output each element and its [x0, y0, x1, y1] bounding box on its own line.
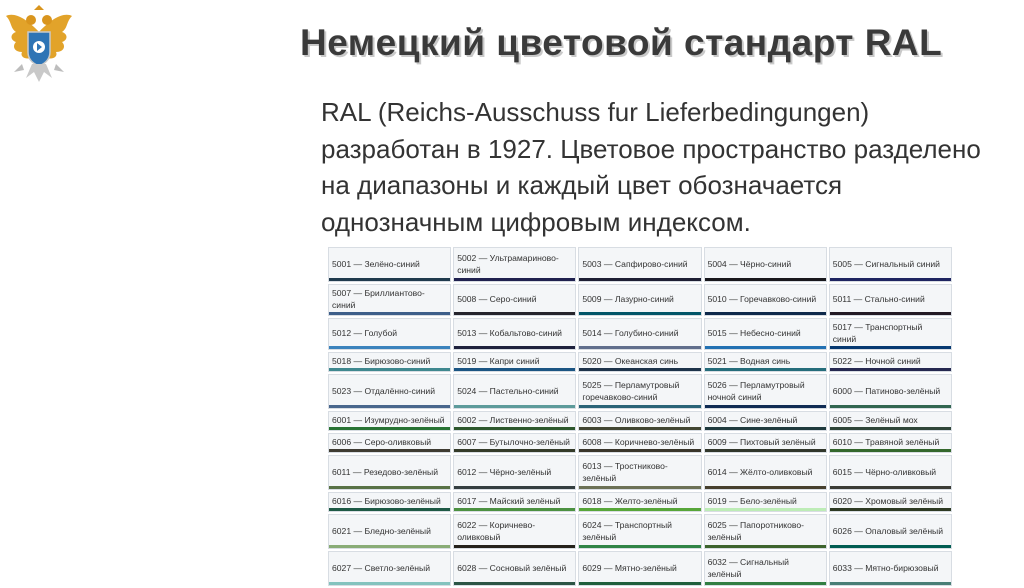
ral-color-label — [833, 321, 948, 349]
color-swatch-strip — [454, 312, 575, 315]
table-row — [328, 284, 952, 316]
ral-color-name: — Папоротниково-зелёный — [707, 519, 805, 542]
ral-code: 5011 — [832, 294, 852, 304]
slide-title: Немецкий цветовой стандарт RAL — [300, 22, 943, 63]
table-row — [328, 455, 952, 490]
ral-color-cell — [453, 318, 576, 350]
ral-color-name: — Сигнальный синий — [851, 258, 940, 269]
ral-color-name: — Лиственно-зелёный — [476, 415, 569, 425]
ral-color-cell — [578, 247, 701, 282]
color-swatch-strip — [705, 312, 826, 315]
ral-code: 5010 — [707, 294, 727, 304]
ral-color-cell — [829, 374, 952, 409]
ral-color-cell — [453, 411, 576, 431]
ral-code: 6032 — [707, 556, 727, 567]
ral-code: 5004 — [707, 258, 727, 269]
ral-color-label — [332, 287, 447, 315]
color-swatch-strip — [454, 427, 575, 430]
ral-color-cell — [704, 318, 827, 350]
ral-color-cell — [704, 352, 827, 372]
color-swatch-strip — [329, 508, 450, 511]
ral-color-label — [582, 258, 697, 274]
ral-color-name: — Водная синь — [726, 356, 791, 366]
ral-code: 6010 — [832, 437, 852, 447]
ral-code: 6014 — [707, 466, 727, 477]
color-swatch-strip — [705, 278, 826, 281]
ral-color-label — [833, 385, 948, 401]
ral-color-name: — Патиново-зелёный — [851, 385, 941, 396]
ral-code: 5020 — [582, 356, 602, 366]
color-swatch-strip — [454, 278, 575, 281]
ral-color-label — [457, 252, 572, 280]
ral-color-name: — Светло-зелёный — [351, 562, 431, 573]
ral-code: 5012 — [332, 328, 352, 338]
ral-color-name: — Перламутровый горечавково-синий — [582, 379, 680, 402]
color-swatch-strip — [329, 278, 450, 281]
ral-color-label — [708, 327, 823, 343]
ral-color-name: — Перламутровый ночной синий — [707, 379, 805, 402]
ral-color-name: — Капри синий — [476, 356, 540, 366]
ral-color-cell — [328, 411, 451, 431]
ral-color-label — [582, 293, 697, 309]
ral-color-label — [582, 519, 697, 547]
ral-color-name: — Коричнево-зелёный — [601, 437, 695, 447]
color-swatch-strip — [830, 405, 951, 408]
ral-color-label — [708, 466, 823, 482]
color-swatch-strip — [329, 449, 450, 452]
ral-color-name: — Небесно-синий — [726, 328, 801, 338]
color-swatch-strip — [329, 545, 450, 548]
ral-color-cell — [704, 514, 827, 549]
ral-color-name: — Бирюзово-синий — [351, 356, 431, 366]
ral-color-cell — [829, 455, 952, 490]
ral-color-name: — Пастельно-синий — [476, 385, 559, 396]
ral-color-cell — [578, 433, 701, 453]
ral-color-cell — [704, 247, 827, 282]
ral-color-cell — [328, 284, 451, 316]
ral-code: 5013 — [457, 328, 477, 338]
color-swatch-strip — [579, 427, 700, 430]
ral-color-name: — Отдалённо-синий — [351, 385, 435, 396]
ral-code: 5022 — [832, 356, 852, 366]
ral-color-cell — [704, 433, 827, 453]
ral-color-name: — Серо-оливковый — [351, 437, 432, 447]
ral-color-name: — Коричнево-оливковый — [457, 519, 536, 542]
table-row — [328, 551, 952, 586]
ral-color-cell — [578, 374, 701, 409]
ral-color-cell — [578, 492, 701, 512]
ral-code: 6009 — [707, 437, 727, 447]
ral-color-cell — [704, 551, 827, 586]
ral-color-cell — [328, 492, 451, 512]
ral-color-cell — [704, 411, 827, 431]
ral-color-cell — [453, 551, 576, 586]
ral-color-label — [457, 293, 572, 309]
ral-code: 6015 — [832, 466, 852, 477]
ral-color-cell — [704, 455, 827, 490]
color-swatch-strip — [454, 368, 575, 371]
ral-code: 5019 — [457, 356, 477, 366]
ral-color-cell — [453, 514, 576, 549]
ral-color-cell — [578, 514, 701, 549]
ral-color-name: — Чёрно-оливковый — [851, 466, 937, 477]
ral-color-cell — [328, 352, 451, 372]
color-swatch-strip — [705, 582, 826, 585]
ral-color-cell — [829, 433, 952, 453]
ral-color-name: — Транспортный синий — [832, 322, 923, 344]
color-swatch-strip — [454, 346, 575, 349]
color-swatch-strip — [830, 368, 951, 371]
ral-code: 6004 — [707, 415, 727, 425]
ral-code: 5023 — [332, 385, 352, 396]
ral-code: 6003 — [582, 415, 602, 425]
ral-color-cell — [704, 284, 827, 316]
ral-code: 5025 — [582, 379, 602, 390]
color-swatch-strip — [454, 486, 575, 489]
ral-code: 6016 — [332, 496, 352, 506]
color-swatch-strip — [579, 582, 700, 585]
ral-color-label — [708, 258, 823, 274]
color-swatch-strip — [579, 449, 700, 452]
ral-code: 6017 — [457, 496, 477, 506]
ral-color-cell — [829, 514, 952, 549]
ral-code: 5026 — [707, 379, 727, 390]
color-swatch-strip — [579, 508, 700, 511]
color-swatch-strip — [579, 346, 700, 349]
ral-color-name: — Тростниково-зелёный — [582, 460, 668, 483]
ral-color-label — [582, 460, 697, 488]
ral-code: 5005 — [832, 258, 852, 269]
color-swatch-strip — [705, 368, 826, 371]
ral-color-label — [332, 385, 447, 401]
ral-color-cell — [328, 551, 451, 586]
color-swatch-strip — [830, 449, 951, 452]
ral-color-label — [708, 556, 823, 584]
ral-code: 6012 — [457, 466, 477, 477]
ral-color-name: — Бриллиантово-синий — [332, 288, 425, 310]
color-swatch-strip — [830, 427, 951, 430]
ral-color-cell — [578, 284, 701, 316]
ral-code: 5018 — [332, 356, 352, 366]
ral-color-name: — Транспортный зелёный — [582, 519, 672, 542]
ral-code: 6026 — [832, 525, 852, 536]
ral-color-cell — [704, 492, 827, 512]
ral-color-name: — Бело-зелёный — [726, 496, 797, 506]
table-row — [328, 352, 952, 372]
color-swatch-strip — [830, 312, 951, 315]
ral-color-cell — [829, 551, 952, 586]
ral-color-label — [457, 385, 572, 401]
color-swatch-strip — [329, 368, 450, 371]
ral-color-label — [833, 293, 948, 309]
ral-color-name: — Майский зелёный — [476, 496, 561, 506]
ral-color-cell — [704, 374, 827, 409]
color-swatch-strip — [329, 405, 450, 408]
ral-color-cell — [328, 514, 451, 549]
color-swatch-strip — [579, 486, 700, 489]
ral-color-name: — Сигнальный зелёный — [707, 556, 789, 579]
ral-color-name: — Сосновый зелёный — [476, 562, 567, 573]
ral-color-name: — Желто-зелёный — [601, 496, 678, 506]
color-swatch-strip — [454, 582, 575, 585]
color-swatch-strip — [454, 449, 575, 452]
color-swatch-strip — [830, 508, 951, 511]
ral-color-cell — [453, 374, 576, 409]
ral-color-name: — Стально-синий — [851, 294, 925, 304]
ral-color-cell — [578, 411, 701, 431]
ral-code: 6033 — [832, 562, 852, 573]
color-swatch-strip — [705, 449, 826, 452]
ral-color-name: — Зелёный мох — [851, 415, 918, 425]
color-swatch-strip — [705, 545, 826, 548]
table-row — [328, 318, 952, 350]
table-row — [328, 514, 952, 549]
ral-color-cell — [453, 284, 576, 316]
ral-color-name: — Мятно-зелёный — [601, 562, 677, 573]
ral-color-label — [332, 525, 447, 541]
color-swatch-strip — [830, 486, 951, 489]
ral-color-label — [457, 327, 572, 343]
ral-code: 5007 — [332, 288, 352, 298]
ral-table — [326, 245, 954, 588]
color-swatch-strip — [705, 405, 826, 408]
ral-color-name: — Зелёно-синий — [351, 258, 420, 269]
ral-code: 6021 — [332, 525, 352, 536]
ral-code: 6008 — [582, 437, 602, 447]
ral-color-cell — [578, 352, 701, 372]
ral-code: 6029 — [582, 562, 602, 573]
ral-code: 6022 — [457, 519, 477, 530]
ral-color-name: — Резедово-зелёный — [350, 466, 438, 477]
ral-color-label — [833, 466, 948, 482]
ral-color-label — [833, 258, 948, 274]
ral-color-name: — Хромовый зелёный — [851, 496, 944, 506]
ral-color-cell — [453, 455, 576, 490]
ral-code: 6028 — [457, 562, 477, 573]
ral-color-label — [457, 466, 572, 482]
ral-color-label — [332, 562, 447, 578]
ral-color-label — [582, 562, 697, 578]
ral-code: 5015 — [707, 328, 727, 338]
ral-code: 5001 — [332, 258, 352, 269]
ral-code: 6019 — [707, 496, 727, 506]
color-swatch-strip — [329, 312, 450, 315]
ral-color-label — [708, 519, 823, 547]
color-swatch-strip — [705, 508, 826, 511]
table-row — [328, 247, 952, 282]
color-swatch-strip — [454, 545, 575, 548]
ral-color-name: — Бледно-зелёный — [351, 525, 431, 536]
ral-code: 5021 — [707, 356, 727, 366]
ral-color-label — [833, 525, 948, 541]
color-swatch-strip — [329, 346, 450, 349]
ral-color-cell — [453, 433, 576, 453]
ral-color-table — [326, 245, 954, 579]
ral-color-cell — [829, 247, 952, 282]
ral-color-name: — Бутылочно-зелёный — [476, 437, 570, 447]
ral-color-label — [708, 379, 823, 407]
ral-code: 5017 — [832, 322, 852, 332]
description-paragraph: RAL (Reichs-Ausschuss fur Lieferbedingungen) разработан в 1927. Цветовое пространство разделено на диапазоны и каждый цвет обозначается однозначным цифровым индексом. — [321, 97, 981, 237]
ral-color-cell — [829, 352, 952, 372]
color-swatch-strip — [329, 486, 450, 489]
ral-color-label — [457, 519, 572, 547]
ral-color-name: — Пихтовый зелёный — [726, 437, 816, 447]
ral-color-label — [708, 293, 823, 309]
ral-code: 5024 — [457, 385, 477, 396]
ral-code: 5002 — [457, 252, 477, 263]
ral-color-cell — [829, 492, 952, 512]
ral-color-name: — Оливково-зелёный — [601, 415, 691, 425]
color-swatch-strip — [830, 346, 951, 349]
ral-color-cell — [578, 551, 701, 586]
ral-color-cell — [829, 318, 952, 350]
ral-color-name: — Изумрудно-зелёный — [351, 415, 445, 425]
ral-code: 6018 — [582, 496, 602, 506]
ral-code: 5003 — [582, 258, 602, 269]
ral-color-name: — Голубой — [351, 328, 398, 338]
color-swatch-strip — [579, 368, 700, 371]
table-row — [328, 492, 952, 512]
table-row — [328, 433, 952, 453]
ral-color-name: — Горечавково-синий — [726, 294, 817, 304]
color-swatch-strip — [830, 545, 951, 548]
ral-color-cell — [328, 247, 451, 282]
ral-color-name: — Жёлто-оливковый — [726, 466, 813, 477]
ral-color-cell — [328, 318, 451, 350]
color-swatch-strip — [579, 312, 700, 315]
ral-code: 6000 — [832, 385, 852, 396]
ral-color-name: — Кобальтово-синий — [476, 328, 562, 338]
ral-color-name: — Опаловый зелёный — [851, 525, 944, 536]
ral-color-name: — Ультрамариново-синий — [457, 252, 559, 275]
ral-color-cell — [578, 455, 701, 490]
ral-code: 6027 — [332, 562, 352, 573]
ral-color-name: — Чёрно-синий — [726, 258, 792, 269]
ral-color-label — [457, 562, 572, 578]
ral-color-label — [582, 327, 697, 343]
ral-code: 6006 — [332, 437, 352, 447]
color-swatch-strip — [705, 346, 826, 349]
color-swatch-strip — [830, 582, 951, 585]
color-swatch-strip — [329, 427, 450, 430]
ral-color-name: — Океанская синь — [601, 356, 679, 366]
ral-code: 5014 — [582, 328, 602, 338]
ral-code: 6001 — [332, 415, 352, 425]
ral-color-name: — Мятно-бирюзовый — [851, 562, 939, 573]
ral-color-label — [582, 379, 697, 407]
table-row — [328, 411, 952, 431]
ral-color-cell — [328, 433, 451, 453]
ral-color-name: — Травяной зелёный — [851, 437, 940, 447]
ral-code: 6024 — [582, 519, 602, 530]
ral-code: 6025 — [707, 519, 727, 530]
color-swatch-strip — [454, 405, 575, 408]
ral-code: 6002 — [457, 415, 477, 425]
ral-color-name: — Сине-зелёный — [726, 415, 798, 425]
ral-color-name: — Лазурно-синий — [601, 294, 674, 304]
ral-color-cell — [578, 318, 701, 350]
ral-color-cell — [453, 352, 576, 372]
emblem-logo-icon — [4, 2, 74, 86]
color-swatch-strip — [830, 278, 951, 281]
ral-code: 5009 — [582, 294, 602, 304]
ral-color-cell — [328, 455, 451, 490]
color-swatch-strip — [329, 582, 450, 585]
ral-color-name: — Голубино-синий — [601, 328, 679, 338]
color-swatch-strip — [579, 405, 700, 408]
ral-color-label — [332, 327, 447, 343]
ral-code: 6020 — [832, 496, 852, 506]
ral-code: 6011 — [332, 466, 351, 477]
ral-code: 5008 — [457, 294, 477, 304]
ral-color-cell — [453, 247, 576, 282]
ral-code: 6013 — [582, 460, 602, 471]
color-swatch-strip — [579, 278, 700, 281]
ral-color-cell — [328, 374, 451, 409]
ral-code: 6007 — [457, 437, 477, 447]
ral-color-label — [332, 258, 447, 274]
color-swatch-strip — [454, 508, 575, 511]
ral-code: 6005 — [832, 415, 852, 425]
ral-color-cell — [829, 411, 952, 431]
ral-color-cell — [453, 492, 576, 512]
ral-color-cell — [829, 284, 952, 316]
ral-color-name: — Бирюзово-зелёный — [351, 496, 441, 506]
ral-color-label — [332, 466, 447, 482]
ral-color-name: — Чёрно-зелёный — [476, 466, 552, 477]
color-swatch-strip — [579, 545, 700, 548]
ral-color-name: — Серо-синий — [476, 294, 537, 304]
color-swatch-strip — [705, 486, 826, 489]
ral-color-name: — Ночной синий — [851, 356, 921, 366]
ral-color-name: — Сапфирово-синий — [601, 258, 688, 269]
ral-color-label — [833, 562, 948, 578]
table-row — [328, 374, 952, 409]
color-swatch-strip — [705, 427, 826, 430]
